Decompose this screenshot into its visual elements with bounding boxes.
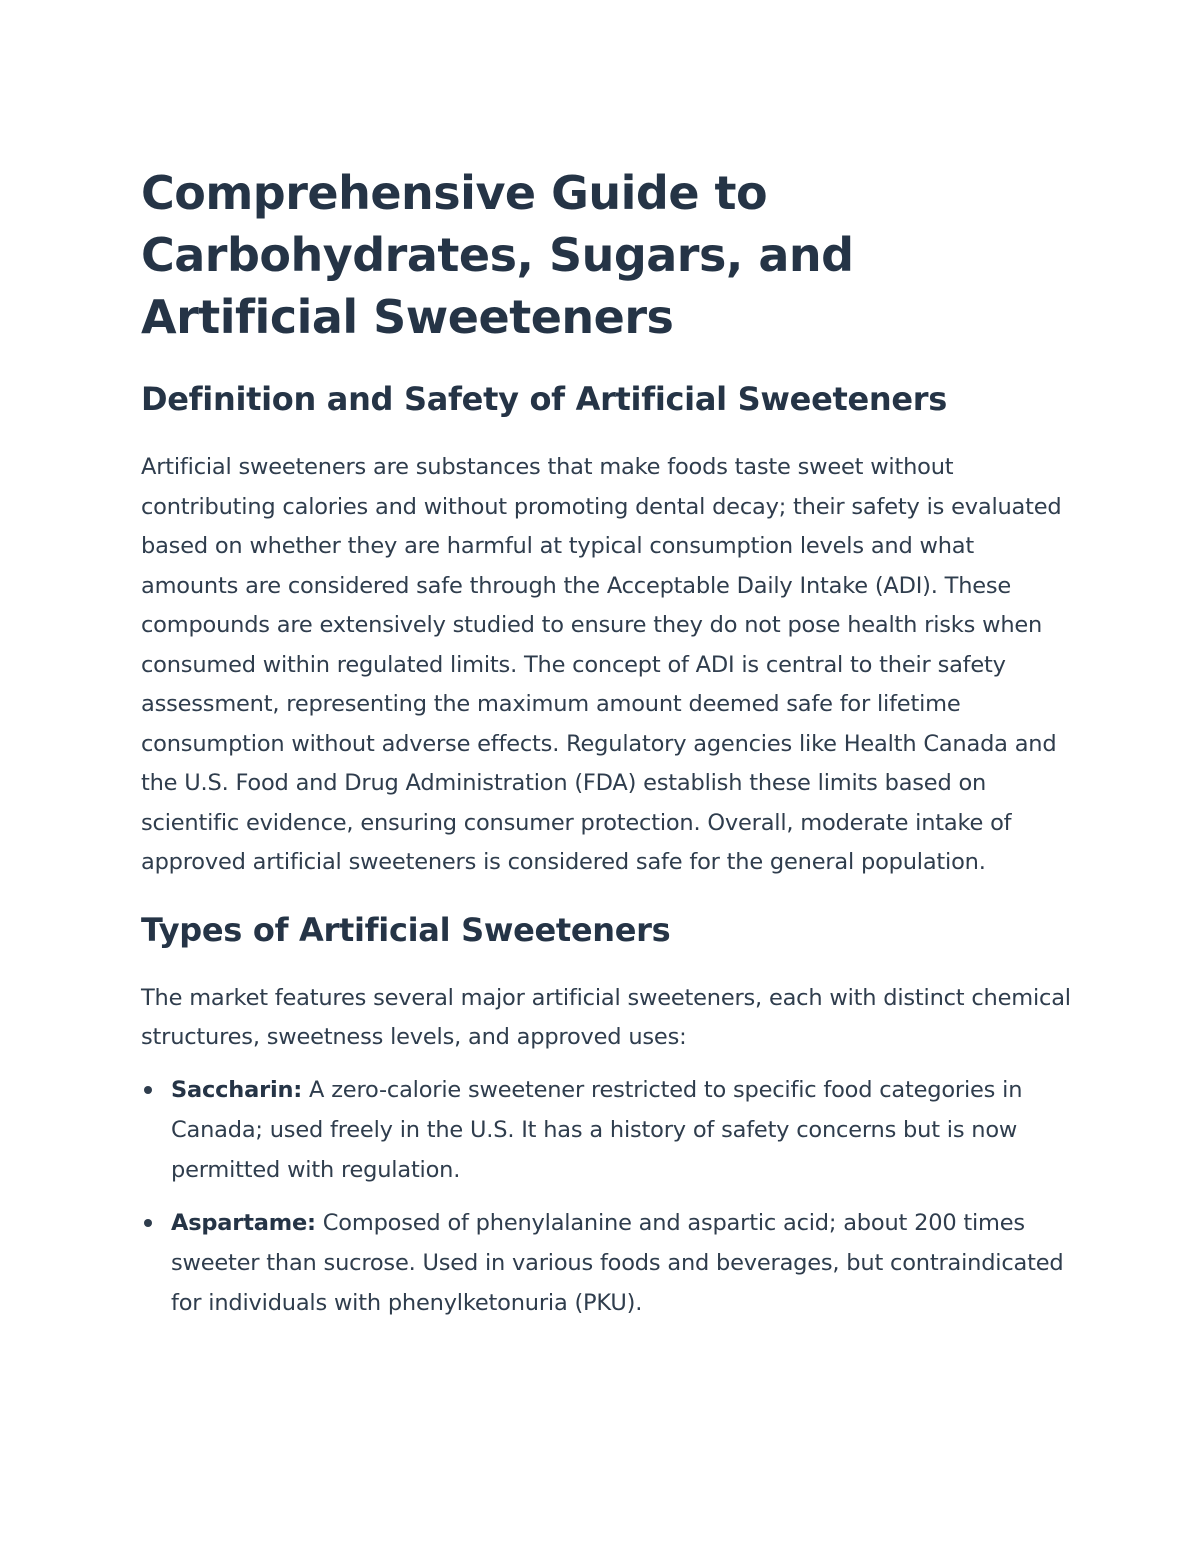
list-item (141, 1203, 1071, 1323)
list-item (141, 1070, 1071, 1190)
list-item-term: Aspartame: (171, 1209, 316, 1236)
section-paragraph-types-intro: The market features several major artificial sweeteners, each with distinct chemical structures, sweetness levels, and approved uses: (141, 984, 1071, 1050)
section-heading-types: Types of Artificial Sweeteners (141, 910, 671, 949)
document-page (141, 162, 1071, 1336)
sweetener-list (141, 1070, 1071, 1323)
section-paragraph-definition-safety: Artificial sweeteners are substances that make foods taste sweet without contributing calories and without promoting dental decay; their safety is evaluated based on whether they are harmful at typical consumption levels and what amounts are considered safe through the Acceptable Daily Intake (ADI). These compounds are extensively studied to ensure they do not pose health risks when consumed within regulated limits. The concept of ADI is central to their safety assessment, representing the maximum amount deemed safe for lifetime consumption without adverse effects. Regulatory agencies like Health Canada and the U.S. Food and Drug Administration (FDA) establish these limits based on scientific evidence, ensuring consumer protection. Overall, moderate intake of approved artificial sweeteners is considered safe for the general population. (141, 454, 1062, 875)
document-title: Comprehensive Guide to Carbohydrates, Sugars, and Artificial Sweeteners (141, 166, 854, 344)
bullet-icon (144, 1086, 152, 1094)
list-item-term: Saccharin: (171, 1076, 303, 1103)
list-item-text: A zero-calorie sweetener restricted to specific food categories in Canada; used freely in the U.S. It has a history of safety concerns but is now permitted with regulation. (171, 1076, 1023, 1183)
list-item-text: Composed of phenylalanine and aspartic acid; about 200 times sweeter than sucrose. Used in various foods and beverages, but contraindicated for individuals with phenylketonuria (PKU). (171, 1209, 1064, 1316)
bullet-icon (144, 1219, 152, 1227)
section-heading-definition-safety: Definition and Safety of Artificial Sweeteners (141, 380, 947, 418)
